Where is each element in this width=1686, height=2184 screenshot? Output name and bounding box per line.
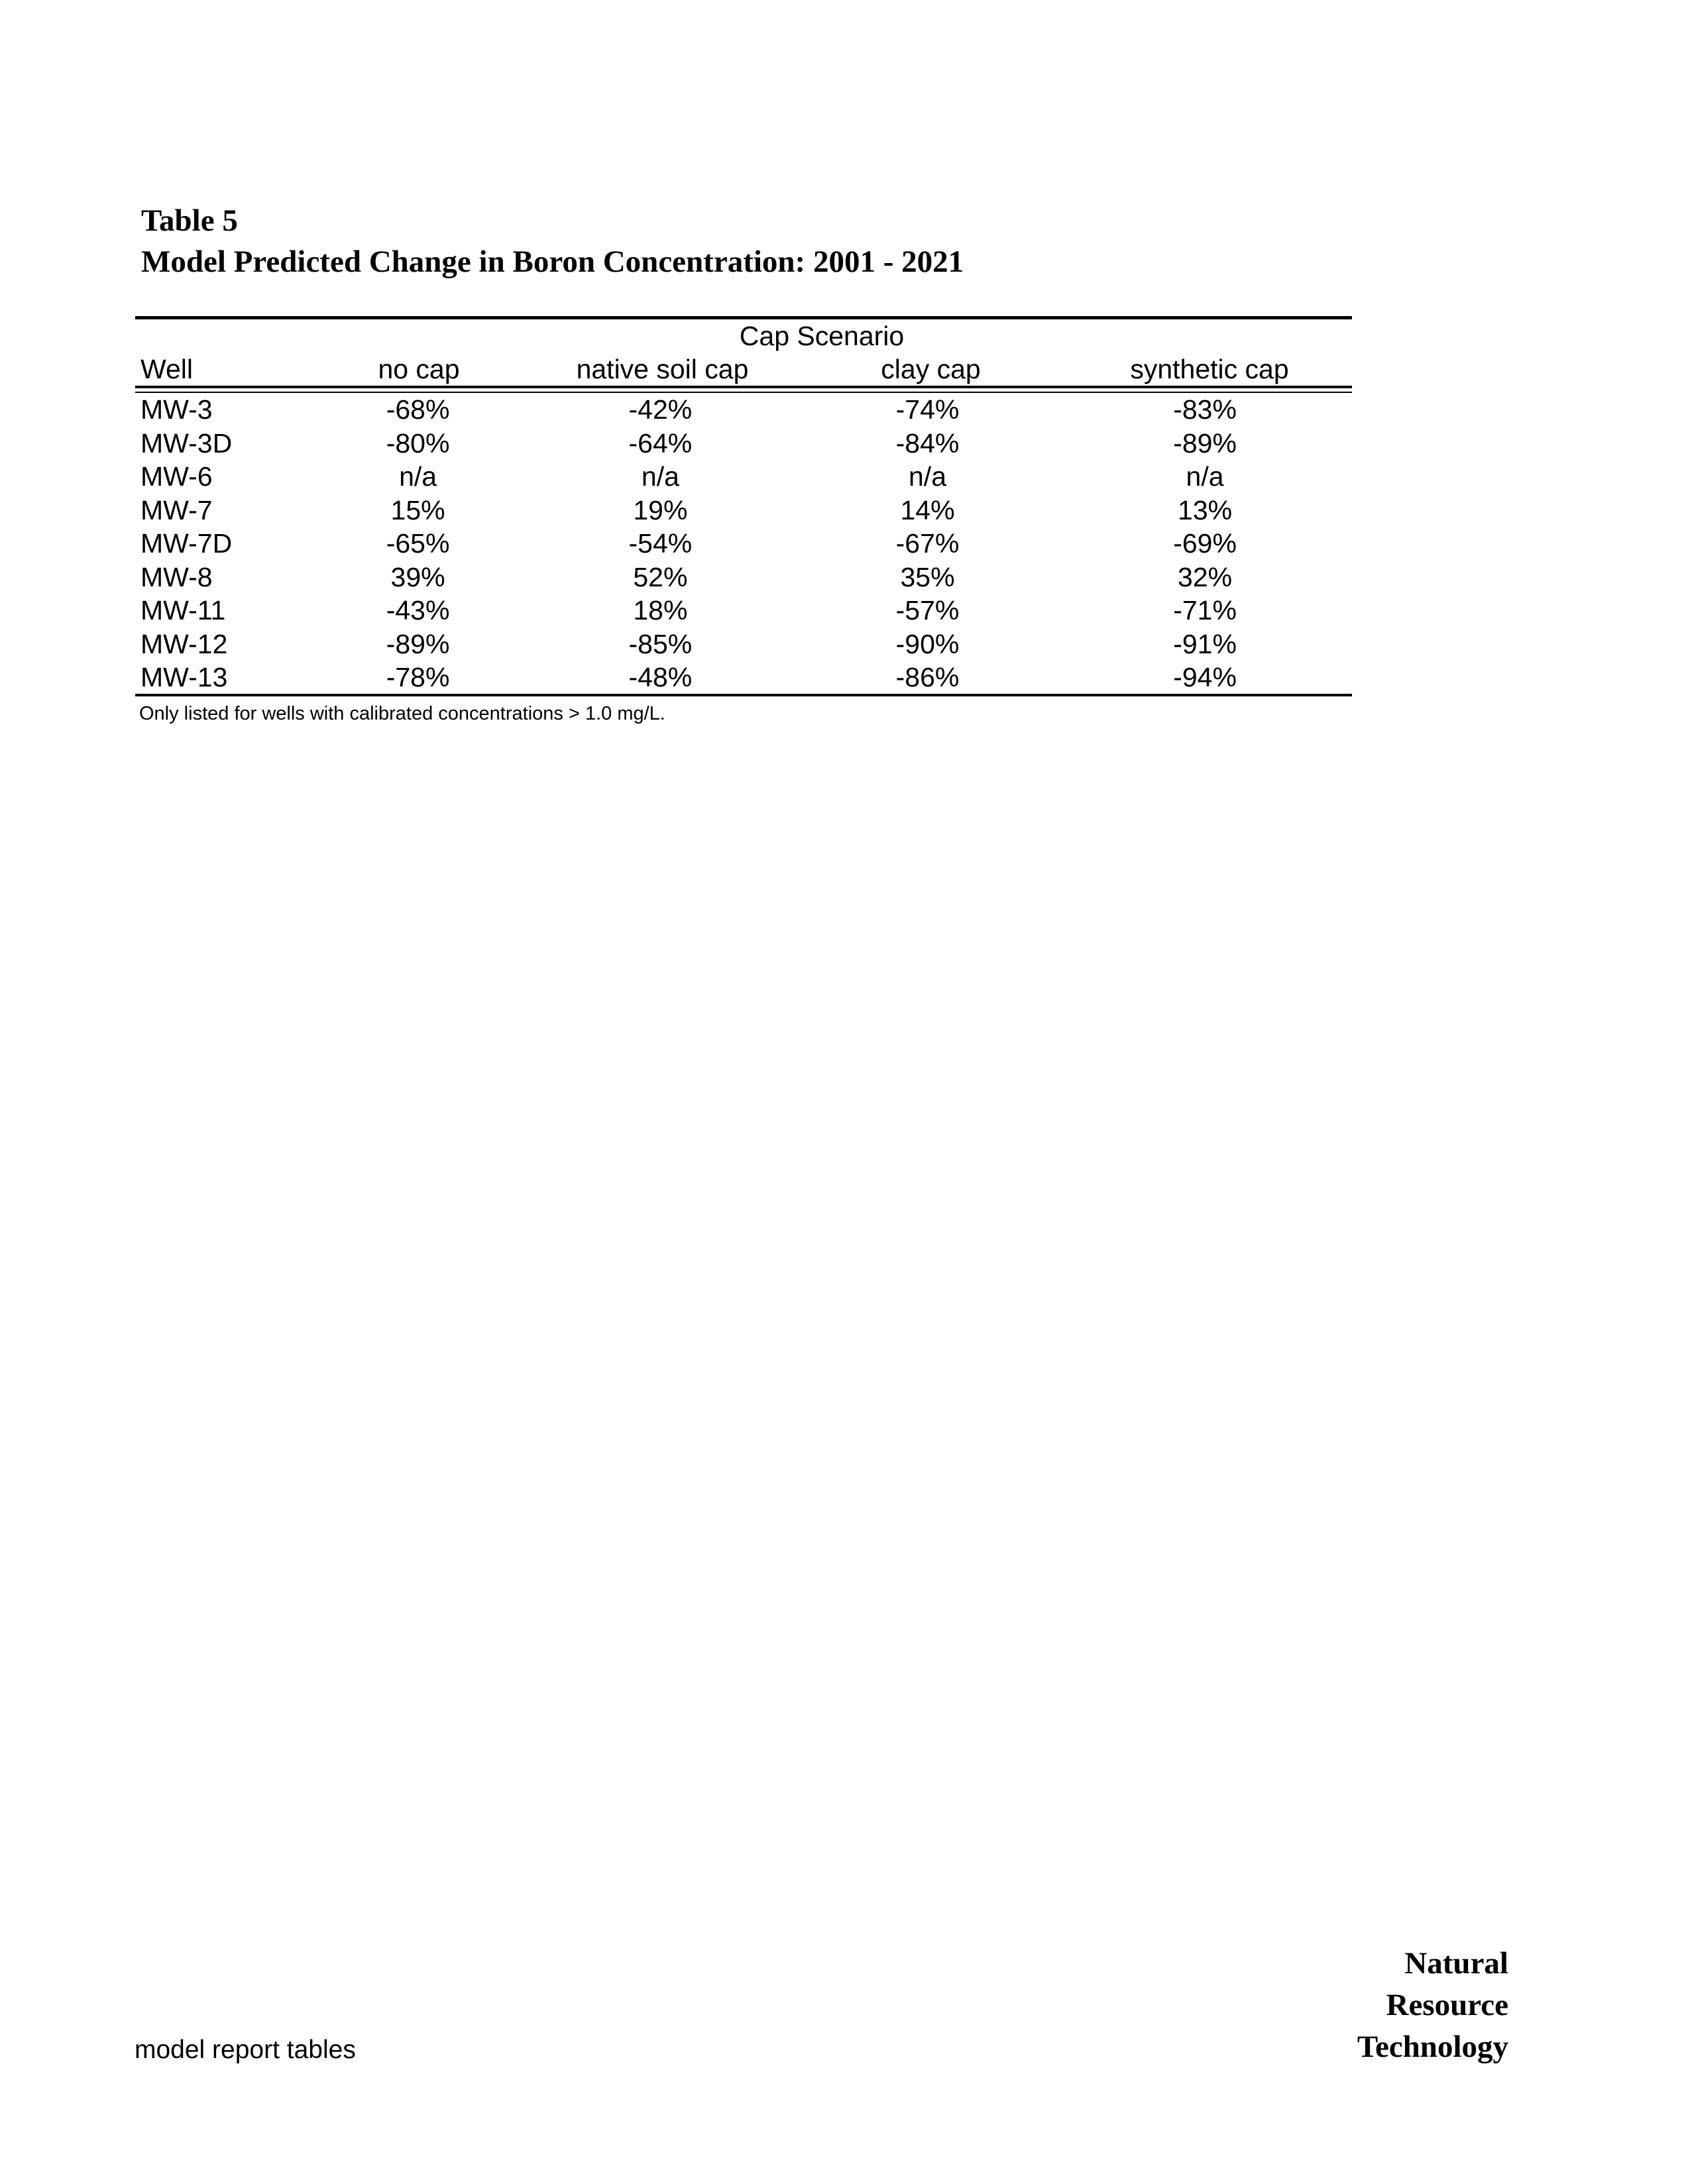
synthetic-cap-cell: -91% [1173, 628, 1237, 659]
well-cell: MW-13 [140, 662, 228, 693]
native-soil-cap-cell: -48% [628, 662, 693, 693]
native-soil-cap-cell: -42% [628, 394, 693, 425]
column-header-no-cap: no cap [378, 354, 460, 384]
no-cap-cell: n/a [399, 461, 437, 492]
well-cell: MW-12 [140, 628, 228, 659]
table-row [135, 527, 1352, 561]
table-row [135, 494, 1352, 527]
well-cell: MW-11 [140, 595, 226, 626]
well-cell: MW-3 [140, 394, 213, 425]
column-header-clay-cap: clay cap [881, 354, 981, 384]
table-title: Model Predicted Change in Boron Concentration: 2001 - 2021 [141, 245, 964, 279]
table-row [135, 561, 1352, 594]
synthetic-cap-cell: 32% [1178, 561, 1233, 592]
company-name [1357, 1943, 1508, 2068]
native-soil-cap-cell: 18% [633, 595, 688, 626]
company-name-line: Technology [1357, 2030, 1508, 2064]
table-row [135, 460, 1352, 494]
native-soil-cap-cell: 52% [633, 561, 688, 592]
well-cell: MW-7 [140, 494, 213, 525]
boron-change-table [135, 393, 1352, 694]
synthetic-cap-cell: 13% [1178, 494, 1233, 525]
clay-cap-cell: n/a [909, 461, 946, 492]
clay-cap-cell: -57% [895, 595, 960, 626]
synthetic-cap-cell: n/a [1186, 461, 1224, 492]
synthetic-cap-cell: -83% [1173, 394, 1237, 425]
table-bottom-rule [135, 694, 1352, 696]
column-header-well: Well [140, 354, 193, 384]
native-soil-cap-cell: -64% [628, 427, 693, 459]
native-soil-cap-cell: 19% [633, 494, 688, 525]
native-soil-cap-cell: -85% [628, 628, 693, 659]
no-cap-cell: 15% [390, 494, 445, 525]
synthetic-cap-cell: -71% [1173, 595, 1237, 626]
footer-document-label: model report tables [135, 2036, 356, 2064]
table-footnote: Only listed for wells with calibrated concentrations > 1.0 mg/L. [139, 703, 665, 724]
well-cell: MW-6 [140, 461, 213, 492]
no-cap-cell: -78% [386, 662, 450, 693]
no-cap-cell: -80% [386, 427, 450, 459]
clay-cap-cell: -84% [895, 427, 960, 459]
header-rule [135, 386, 1352, 388]
table-row [135, 628, 1352, 661]
clay-cap-cell: -86% [895, 662, 960, 693]
clay-cap-cell: -90% [895, 628, 960, 659]
native-soil-cap-cell: n/a [641, 461, 679, 492]
column-header-synthetic-cap: synthetic cap [1130, 354, 1289, 384]
table-row [135, 393, 1352, 427]
no-cap-cell: -43% [386, 595, 450, 626]
company-name-line: Resource [1386, 1988, 1508, 2022]
no-cap-cell: -89% [386, 628, 450, 659]
synthetic-cap-cell: -89% [1173, 427, 1237, 459]
synthetic-cap-cell: -69% [1173, 528, 1237, 559]
no-cap-cell: 39% [390, 561, 445, 592]
native-soil-cap-cell: -54% [628, 528, 693, 559]
company-name-line: Natural [1404, 1946, 1508, 1981]
clay-cap-cell: 14% [900, 494, 955, 525]
cap-scenario-header: Cap Scenario [739, 321, 905, 351]
clay-cap-cell: 35% [900, 561, 955, 592]
well-cell: MW-3D [140, 427, 233, 459]
well-cell: MW-8 [140, 561, 213, 592]
column-header-native-soil-cap: native soil cap [576, 354, 749, 384]
no-cap-cell: -68% [386, 394, 450, 425]
clay-cap-cell: -74% [895, 394, 960, 425]
table-row [135, 661, 1352, 694]
table-label: Table 5 [141, 203, 238, 238]
well-cell: MW-7D [140, 528, 233, 559]
table-row [135, 427, 1352, 461]
synthetic-cap-cell: -94% [1173, 662, 1237, 693]
clay-cap-cell: -67% [895, 528, 960, 559]
table-row [135, 594, 1352, 628]
no-cap-cell: -65% [386, 528, 450, 559]
